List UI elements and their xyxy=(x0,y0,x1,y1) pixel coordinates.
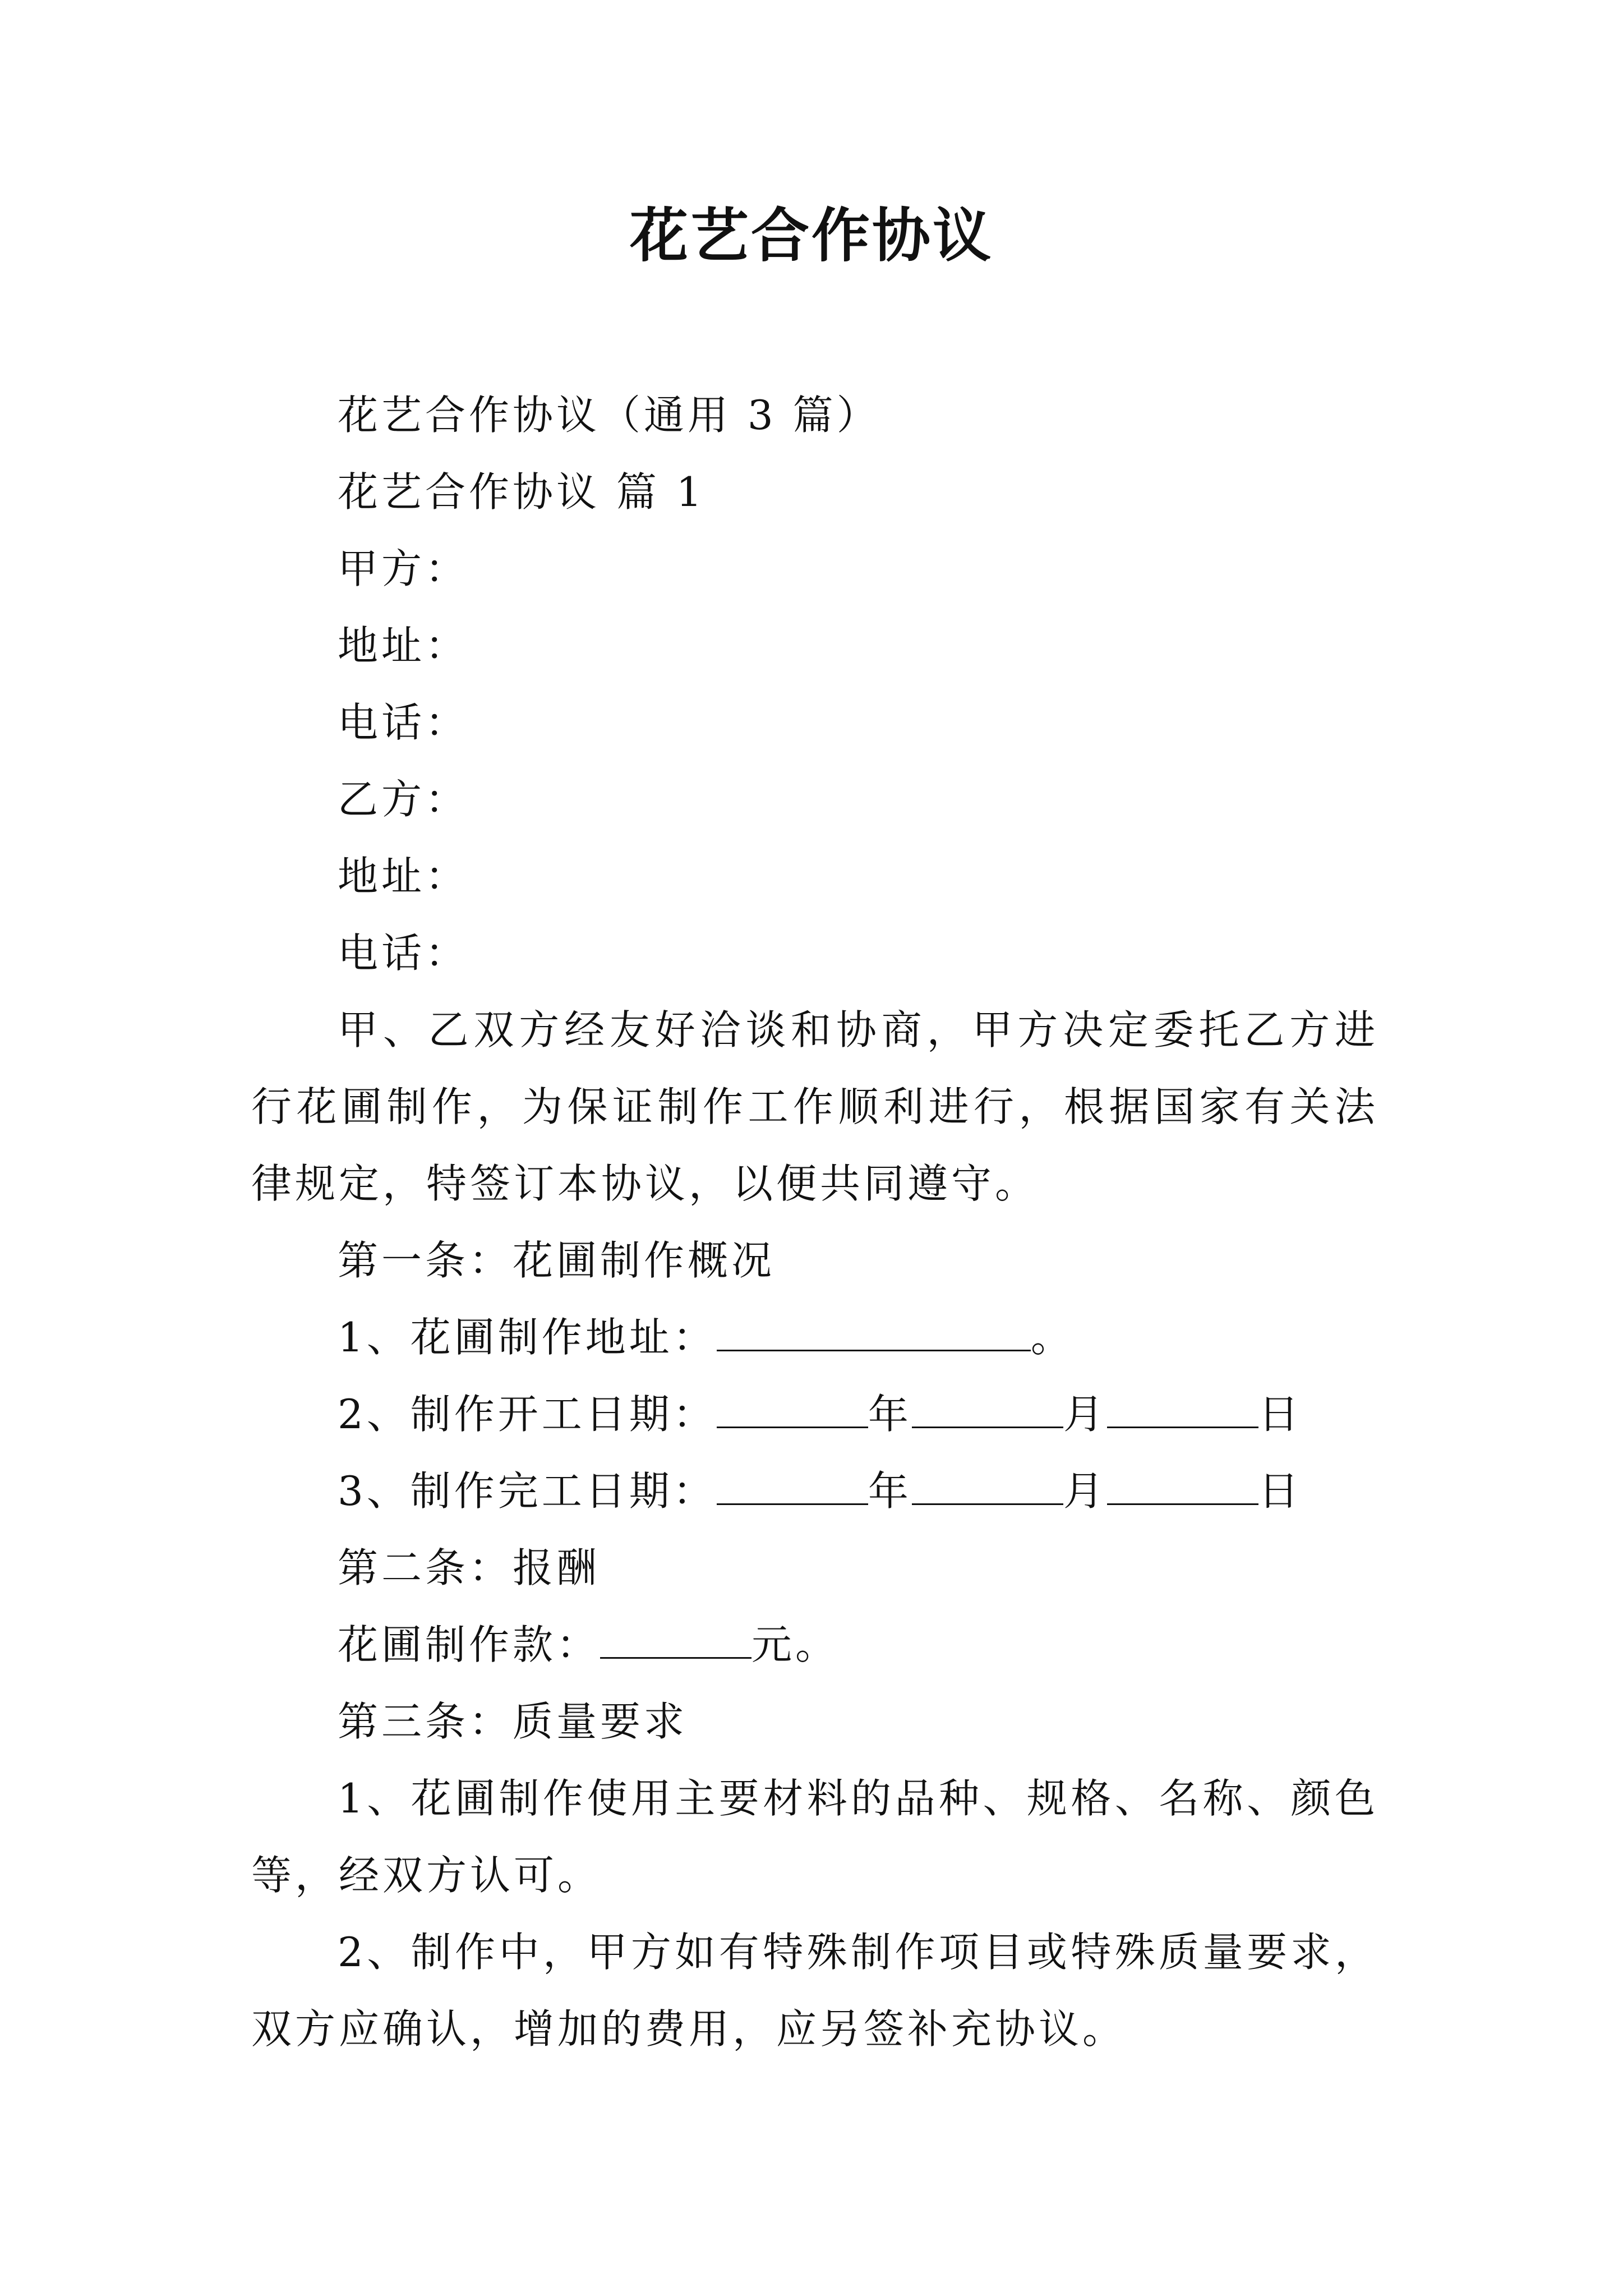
quality-item-2: 2、制作中，甲方如有特殊制作项目或特殊质量要求，双方应确认，增加的费用，应另签补充协议。 xyxy=(251,1929,1378,2053)
end-month-unit: 月 xyxy=(1063,1467,1107,1515)
section-heading: 花艺合作协议 篇 1 xyxy=(338,468,706,516)
start-month-blank xyxy=(912,1393,1063,1428)
fee-blank xyxy=(600,1623,751,1659)
article-2-heading: 第二条：报酬 xyxy=(338,1544,601,1591)
item-2-label: 2、制作开工日期： xyxy=(338,1391,717,1438)
start-month-unit: 月 xyxy=(1063,1391,1107,1438)
intro-paragraph: 甲、乙双方经友好洽谈和协商，甲方决定委托乙方进行花圃制作，为保证制作工作顺利进行，根据国家有关法律规定，特签订本协议，以便共同遵守。 xyxy=(251,1006,1378,1207)
article-3-heading: 第三条：质量要求 xyxy=(338,1698,688,1745)
article-1-heading: 第一条：花圃制作概况 xyxy=(338,1237,776,1284)
end-year-unit: 年 xyxy=(868,1467,912,1515)
start-year-unit: 年 xyxy=(868,1391,912,1438)
item-2-start-date-line xyxy=(251,1376,1378,1453)
end-year-blank xyxy=(717,1470,868,1505)
item-3-end-date-line xyxy=(251,1453,1378,1530)
address-blank xyxy=(717,1316,1031,1351)
end-month-blank xyxy=(912,1470,1063,1505)
party-a-label: 甲方： xyxy=(338,545,469,592)
party-b-label: 乙方： xyxy=(338,776,469,823)
fee-unit: 元。 xyxy=(751,1621,840,1668)
item-1-end: 。 xyxy=(1030,1314,1075,1361)
end-day-blank xyxy=(1107,1470,1258,1505)
document-body xyxy=(251,377,1378,2068)
start-day-unit: 日 xyxy=(1258,1391,1302,1438)
item-1-address-line xyxy=(251,1299,1378,1376)
party-a-phone-label: 电话： xyxy=(338,699,469,746)
quality-item-1: 1、花圃制作使用主要材料的品种、规格、名称、颜色等，经双方认可。 xyxy=(251,1775,1378,1899)
end-day-unit: 日 xyxy=(1258,1467,1302,1515)
subtitle: 花艺合作协议（通用 3 篇） xyxy=(338,392,880,439)
item-3-label: 3、制作完工日期： xyxy=(338,1467,717,1515)
party-b-phone-label: 电话： xyxy=(338,930,469,977)
start-year-blank xyxy=(717,1393,868,1428)
document-title: 花艺合作协议 xyxy=(629,201,993,270)
item-1-label: 1、花圃制作地址： xyxy=(338,1314,717,1361)
fee-label: 花圃制作款： xyxy=(338,1621,601,1668)
fee-line xyxy=(251,1607,1378,1683)
party-b-address-label: 地址： xyxy=(338,853,469,900)
start-day-blank xyxy=(1107,1393,1258,1428)
party-a-address-label: 地址： xyxy=(338,622,469,669)
